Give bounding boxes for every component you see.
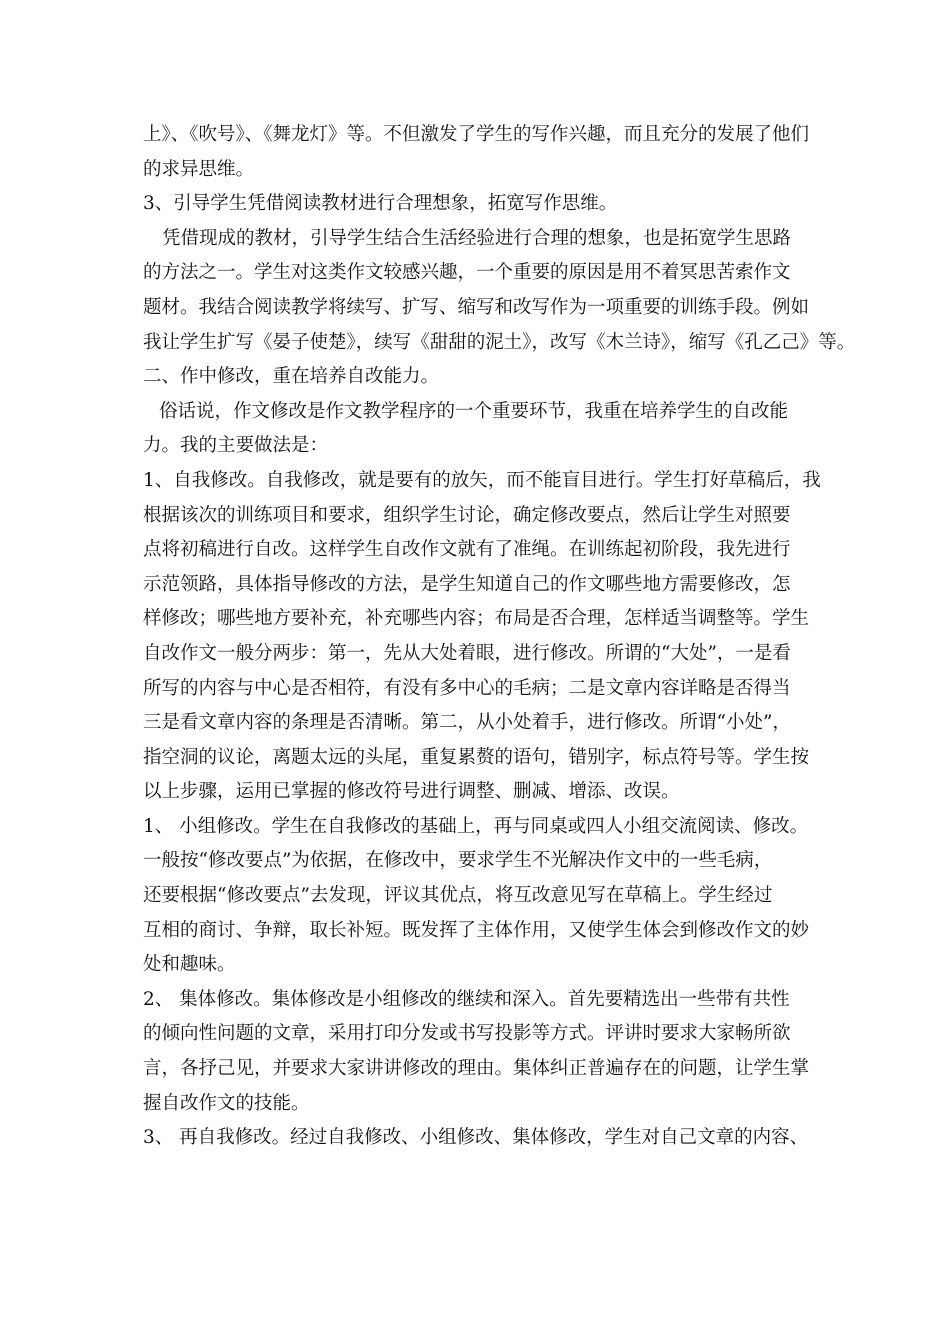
text-line: 的求异思维。 <box>143 158 255 180</box>
section-heading: 二、作中修改，重在培养自改能力。 <box>143 366 440 388</box>
text-line: 还要根据“修改要点”去发现，评议其优点，将互改意见写在草稿上。学生经过 <box>143 885 773 907</box>
text-line: 一般按“修改要点”为依据，在修改中，要求学生不光解决作文中的一些毛病， <box>143 850 773 872</box>
text-line: 处和趣味。 <box>143 954 236 976</box>
document-body <box>143 118 856 1156</box>
text-line: 力。我的主要做法是： <box>143 435 329 457</box>
text-line: 的方法之一。学生对这类作文较感兴趣，一个重要的原因是用不着冥思苦索作文 <box>143 262 791 284</box>
numbered-heading: 3、引导学生凭借阅读教材进行合理想象，拓宽写作思维。 <box>143 193 618 215</box>
text-line: 我让学生扩写《晏子使楚》，续写《甜甜的泥土》，改写《木兰诗》，缩写《孔乙己》等。 <box>143 331 856 353</box>
text-line: 以上步骤，运用已掌握的修改符号进行调整、删减、增添、改误。 <box>143 781 680 803</box>
text-line: 的倾向性问题的文章，采用打印分发或书写投影等方式。评讲时要求大家畅所欲 <box>143 1023 791 1045</box>
text-line: 示范领路，具体指导修改的方法，是学生知道自己的作文哪些地方需要修改，怎 <box>143 573 791 595</box>
list-item-re-self-revision: 3、 再自我修改。经过自我修改、小组修改、集体修改，学生对自己文章的内容、 <box>143 1127 809 1149</box>
text-line: 指空洞的议论，离题太远的头尾，重复累赘的语句，错别字，标点符号等。学生按 <box>143 746 810 768</box>
list-item-collective-revision: 2、 集体修改。集体修改是小组修改的继续和深入。首先要精选出一些带有共性 <box>143 988 790 1010</box>
text-line: 根据该次的训练项目和要求，组织学生讨论，确定修改要点，然后让学生对照要 <box>143 504 791 526</box>
text-line: 所写的内容与中心是否相符，有没有多中心的毛病；二是文章内容详略是否得当 <box>143 677 791 699</box>
text-line: 上》、《吹号》、《舞龙灯》等。不但激发了学生的写作兴趣，而且充分的发展了他们 <box>143 124 810 145</box>
list-item-self-revision: 1、自我修改。自我修改，就是要有的放矢，而不能盲目进行。学生打好草稿后，我 <box>143 469 821 491</box>
text-line: 样修改；哪些地方要补充，补充哪些内容；布局是否合理，怎样适当调整等。学生 <box>143 608 810 630</box>
text-line: 握自改作文的技能。 <box>143 1092 310 1114</box>
text-line: 题材。我结合阅读教学将续写、扩写、缩写和改写作为一项重要的训练手段。例如 <box>143 296 810 318</box>
text-line: 三是看文章内容的条理是否清晰。第二，从小处着手，进行修改。所谓“小处”， <box>143 712 791 734</box>
list-item-group-revision: 1、 小组修改。学生在自我修改的基础上，再与同桌或四人小组交流阅读、修改。 <box>143 815 809 837</box>
text-line: 互相的商讨、争辩，取长补短。既发挥了主体作用，又使学生体会到修改作文的妙 <box>143 919 810 941</box>
text-line: 自改作文一般分两步：第一，先从大处着眼，进行修改。所谓的“大处”，一是看 <box>143 642 791 664</box>
text-line: 言，各抒己见，并要求大家讲讲修改的理由。集体纠正普遍存在的问题，让学生掌 <box>143 1058 810 1080</box>
paragraph-first-line: 凭借现成的教材，引导学生结合生活经验进行合理的想象，也是拓宽学生思路 <box>162 227 792 249</box>
text-line: 点将初稿进行自改。这样学生自改作文就有了准绳。在训练起初阶段，我先进行 <box>143 539 791 561</box>
paragraph-first-line: 俗话说，作文修改是作文教学程序的一个重要环节，我重在培养学生的自改能 <box>159 400 789 422</box>
